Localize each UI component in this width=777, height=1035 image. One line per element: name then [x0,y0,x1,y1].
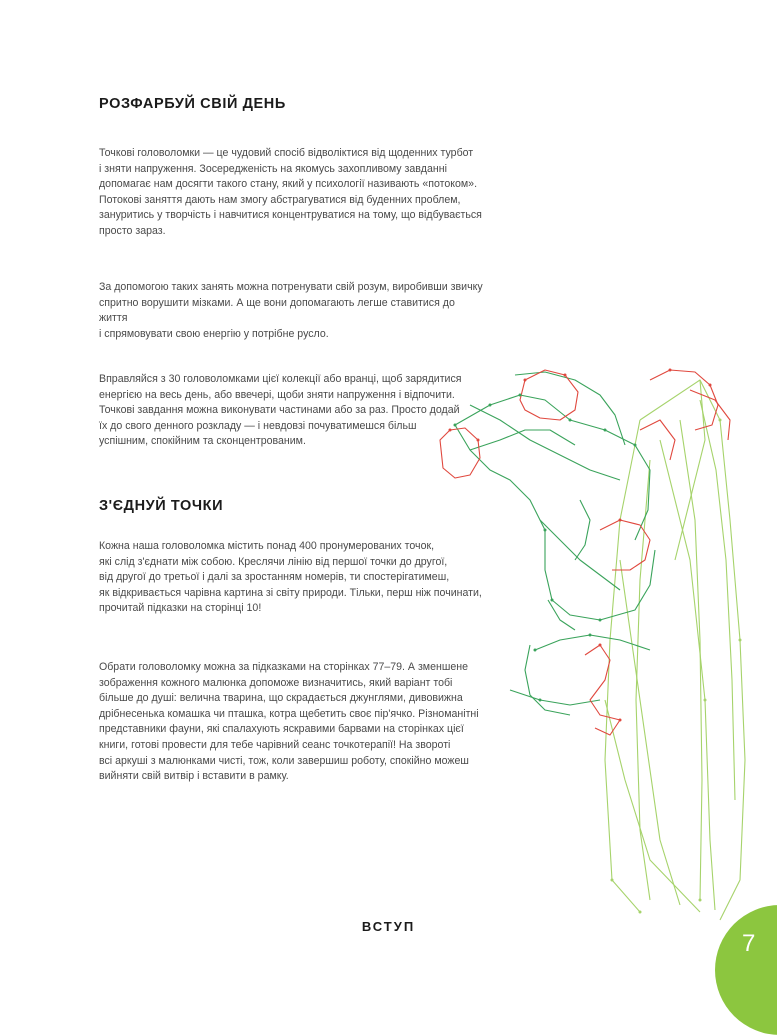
connect-dots-paragraph-2: Обрати головоломку можна за підказками на сторінках 77–79. А зменшене зображення кожного малюнка допоможе визначитись, який варіант тобі більше до душі: велична тварина, що скрадається джунглями, дивовижна дрібнесенька комашка чи пташка, котра щебетить своє пір'ячко. Різноманітні представники фауни, які спалахують яскравими барвами на сторінках цієї книги, готові провести для тебе чарівний сеанс точкотерапії! На звороті всі аркуші з малюнками чисті, тож, коли завершиш роботу, спокійно можеш вийняти свій витвір і вставити в рамку. [99,661,479,783]
intro-paragraph-2: За допомогою таких занять можна потренувати свій розум, виробивши звичку спритно ворушити мізками. А ще вони допомагають легше ставитися до життя і спрямовувати свою енергію у потрібне русло. [99,281,483,340]
section-heading-connect-dots: З'ЄДНУЙ ТОЧКИ [99,498,224,514]
connect-dots-paragraph-1: Кожна наша головоломка містить понад 400 пронумерованих точок, які слід з'єднати між собою. Креслячи лінію від першої точки до другої, від другої до третьої і далі за зростанням номерів, ти спостерігатимеш, як відкривається чарівна картина зі світу природи. Тільки, перш ніж починати, прочитай підказки на сторінці 10! [99,540,482,615]
intro-paragraph-3: Вправляйся з 30 головоломками цієї колекції або вранці, щоб зарядитися енергією на весь день, або ввечері, щоби зняти напруження і відпочити. Точкові завдання можна виконувати частинами або за раз. Просто додай їх до свого денного розкладу — і невдовзі почуватимешся більш успішним, спокійним та сконцентрованим. [99,373,462,448]
page-number: 7 [742,930,756,957]
intro-paragraph-1: Точкові головоломки — це чудовий спосіб відволіктися від щоденних турбот і зняти напруження. Зосередженість на якомусь захопливому завданні допомагає нам досягти такого стану, який у психології називають «потоком». Потокові заняття дають нам змогу абстрагуватися від буденних проблем, зануритись у творчість і навчитися концентруватися на тому, що відбувається просто зараз. [99,147,482,237]
section-heading-color-your-day: РОЗФАРБУЙ СВІЙ ДЕНЬ [99,96,286,112]
section-footer-label: ВСТУП [361,919,416,934]
